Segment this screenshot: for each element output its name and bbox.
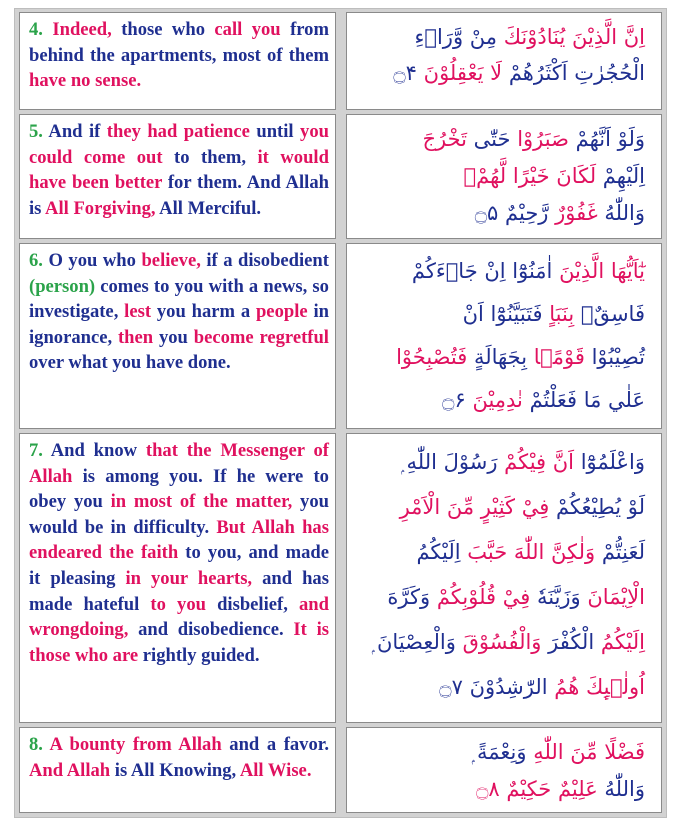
- translation-phrase: that: [145, 440, 178, 461]
- arabic-phrase: اِلَيْهِمْ: [596, 164, 645, 188]
- english-cell: [19, 114, 336, 239]
- arabic-phrase: وَاللّٰهُ: [597, 777, 645, 801]
- arabic-phrase: لَكَانَ خَيْرًا لَّهُمْ: [463, 164, 597, 188]
- verse-number: 6.: [29, 250, 43, 271]
- verse-number: 5.: [29, 121, 43, 142]
- translation-phrase: those who: [121, 19, 215, 40]
- arabic-phrase: وَالْعِصْيَانَ ۭ: [371, 630, 463, 654]
- verse-row-5: [19, 114, 662, 239]
- arabic-phrase: عَلٰي مَا فَعَلْتُمْ: [522, 388, 645, 412]
- arabic-phrase: قَوْمًۢا: [533, 345, 585, 369]
- translation-phrase: you would be in difficulty.: [29, 491, 329, 538]
- translation-phrase: is among you. If he were to obey you: [29, 465, 329, 513]
- arabic-phrase: فِيْ قُلُوْبِكُمْ: [436, 585, 531, 609]
- arabic-line: [359, 250, 645, 293]
- translation-phrase: people: [255, 301, 308, 323]
- translation-phrase: lest: [124, 301, 152, 323]
- english-cell: [19, 433, 336, 723]
- arabic-phrase: بِنَبَاٍ: [549, 302, 575, 326]
- arabic-phrase: اَنَّ فِيْكُمْ: [504, 450, 575, 474]
- translation-phrase: you could come out: [29, 121, 329, 168]
- arabic-phrase: الْكُفْرَ: [541, 630, 595, 654]
- translation-phrase: then: [117, 326, 154, 348]
- translation-phrase: if a disobedient: [200, 250, 329, 271]
- arabic-phrase: اِنَّ الَّذِيْنَ يُنَادُوْنَكَ: [497, 25, 645, 49]
- translation-phrase: disbelief,: [205, 593, 299, 615]
- translation-phrase: And if: [42, 121, 107, 142]
- arabic-phrase: عَلِيْمٌ: [557, 777, 598, 801]
- arabic-phrase: فِيْ كَثِيْرٍ مِّنَ الْاَمْرِ: [399, 495, 550, 519]
- verse-number: 7.: [29, 440, 43, 461]
- translation-phrase: call you: [214, 19, 281, 40]
- arabic-phrase: الْحُجُرٰتِ اَكْثَرُهُمْ: [502, 61, 645, 85]
- verse-number: 8.: [29, 734, 43, 755]
- arabic-phrase: وَلٰكِنَّ اللّٰهَ حَبَّبَ: [467, 540, 596, 564]
- arabic-phrase: تُصِيْبُوْا: [584, 345, 645, 369]
- arabic-line: [359, 379, 645, 422]
- arabic-phrase: وَكَرَّهَ: [387, 585, 437, 609]
- arabic-phrase: غَفُوْرٌ: [555, 201, 598, 225]
- translation-phrase: It is those who are: [29, 619, 329, 666]
- arabic-phrase: الرّٰشِدُوْنَ ۝۷: [439, 675, 548, 699]
- arabic-phrase: بِجَهَالَةٍ: [467, 345, 534, 369]
- arabic-phrase: فَاسِقٌۢ: [574, 302, 645, 326]
- translation-phrase: And Allah: [29, 759, 111, 781]
- arabic-phrase: ۝۶: [442, 388, 473, 412]
- arabic-phrase: فَتُصْبِحُوْا: [396, 345, 468, 369]
- translation-phrase: and has made hateful: [29, 567, 329, 615]
- arabic-phrase: لَوْ يُطِيْعُكُمْ: [549, 495, 645, 519]
- english-translation: [29, 19, 329, 91]
- arabic-phrase: لَعَنِتُّمْ: [595, 540, 645, 564]
- translation-phrase: become regretful: [193, 326, 329, 348]
- arabic-line: [359, 440, 645, 485]
- translation-phrase: for them. And Allah is: [29, 172, 329, 219]
- translation-phrase: But Allah has endeared the faith: [29, 516, 329, 564]
- arabic-phrase: نٰدِمِيْنَ: [472, 388, 523, 412]
- translation-phrase: they had patience: [106, 121, 250, 142]
- arabic-phrase: رَّحِيْمٌ ۝۵: [474, 201, 556, 225]
- english-cell: [19, 727, 336, 813]
- arabic-phrase: لَا يَعْقِلُوْنَ: [423, 61, 503, 85]
- arabic-line: [359, 575, 645, 620]
- translation-phrase: All Merciful.: [155, 197, 262, 219]
- translation-phrase: And know: [42, 440, 146, 461]
- translation-phrase: is All Knowing,: [110, 759, 240, 781]
- arabic-line: [359, 734, 645, 771]
- verse-table: [14, 8, 667, 818]
- translation-phrase: you: [153, 326, 194, 348]
- english-cell: [19, 243, 336, 429]
- arabic-phrase: مِنْ وَّرَاۗءِ: [414, 25, 498, 49]
- translation-phrase: from behind the apartments, most of them: [29, 19, 329, 66]
- verse-number: 4.: [29, 19, 43, 40]
- verse-row-7: [19, 433, 662, 723]
- arabic-line: [359, 19, 645, 55]
- arabic-phrase: حَكِيْمٌ ۝۸: [476, 777, 558, 801]
- english-translation: [29, 121, 329, 219]
- translation-phrase: O you who: [42, 250, 142, 271]
- translation-phrase: Indeed,: [42, 19, 122, 40]
- arabic-line: [359, 771, 645, 808]
- arabic-line: [359, 530, 645, 575]
- arabic-line: [359, 665, 645, 710]
- translation-phrase: in your hearts,: [125, 567, 253, 589]
- arabic-line: [359, 620, 645, 665]
- arabic-cell: [346, 114, 662, 239]
- arabic-phrase: وَاعْلَمُوْٓا: [574, 450, 645, 474]
- verse-row-6: [19, 243, 662, 429]
- arabic-phrase: اُولٰۗىِٕكَ هُمُ: [547, 675, 645, 699]
- translation-phrase: have no sense.: [29, 70, 142, 92]
- english-translation: [29, 250, 329, 373]
- arabic-line: [359, 293, 645, 336]
- arabic-phrase: تَخْرُجَ: [422, 127, 467, 151]
- translation-phrase: rightly guided.: [138, 644, 260, 666]
- translation-phrase: in most of the matter,: [110, 491, 293, 513]
- translation-phrase: A bounty from Allah: [42, 734, 222, 755]
- arabic-phrase: الْاِيْمَانَ: [580, 585, 645, 609]
- arabic-cell: [346, 433, 662, 723]
- arabic-phrase: فَضْلًا مِّنَ اللّٰهِ: [526, 740, 645, 764]
- arabic-phrase: صَبَرُوْا: [517, 127, 569, 151]
- arabic-phrase: اٰمَنُوْٓا اِنْ جَاۗءَكُمْ: [411, 259, 553, 283]
- arabic-phrase: ۝۴: [393, 61, 424, 85]
- arabic-cell: [346, 243, 662, 429]
- arabic-phrase: فَتَبَيَّنُوْٓا اَنْ: [462, 302, 550, 326]
- arabic-line: [359, 485, 645, 530]
- translation-phrase: (person): [29, 275, 96, 297]
- translation-phrase: until: [249, 121, 301, 142]
- translation-phrase: it would have been better: [29, 146, 329, 194]
- translation-phrase: and a favor.: [221, 734, 329, 755]
- arabic-line: [359, 55, 645, 91]
- translation-phrase: to them,: [162, 146, 258, 168]
- translation-phrase: you harm a: [151, 301, 256, 323]
- arabic-phrase: يٰٓاَيُّهَا الَّذِيْنَ: [552, 259, 645, 283]
- translation-phrase: to you: [150, 593, 206, 615]
- translation-phrase: and wrongdoing,: [29, 593, 329, 641]
- arabic-line: [359, 336, 645, 379]
- verse-row-8: [19, 727, 662, 813]
- arabic-line: [359, 121, 645, 158]
- translation-phrase: to you, and made it pleasing: [29, 542, 329, 589]
- arabic-line: [359, 158, 645, 195]
- translation-phrase: All Forgiving,: [45, 197, 156, 219]
- arabic-phrase: وَالْفُسُوْقَ: [462, 630, 542, 654]
- translation-phrase: comes to you with a news, so investigate,: [29, 275, 329, 323]
- arabic-phrase: اِلَيْكُمُ: [594, 630, 645, 654]
- translation-phrase: in ignorance,: [29, 301, 329, 348]
- arabic-phrase: وَنِعْمَةً ۭ: [471, 740, 527, 764]
- arabic-phrase: وَاللّٰهُ: [597, 201, 645, 225]
- english-translation: [29, 440, 329, 666]
- english-cell: [19, 12, 336, 110]
- arabic-phrase: وَلَوْ اَنَّهُمْ: [568, 127, 645, 151]
- arabic-phrase: اِلَيْكُمُ: [416, 540, 468, 564]
- arabic-cell: [346, 727, 662, 813]
- english-translation: [29, 734, 329, 781]
- translation-phrase: over what you have done.: [29, 352, 231, 374]
- translation-phrase: and disobedience.: [128, 619, 294, 641]
- arabic-line: [359, 195, 645, 232]
- translation-phrase: Messenger of Allah: [29, 440, 329, 487]
- translation-phrase: All Wise.: [239, 759, 312, 781]
- arabic-phrase: وَزَيَّنَهٗ: [530, 585, 581, 609]
- verse-row-4: [19, 12, 662, 110]
- arabic-cell: [346, 12, 662, 110]
- translation-phrase: the: [177, 440, 221, 461]
- arabic-phrase: حَتّٰى: [467, 127, 518, 151]
- translation-phrase: believe,: [141, 250, 201, 271]
- arabic-phrase: رَسُوْلَ اللّٰهِ ۭ: [401, 450, 505, 474]
